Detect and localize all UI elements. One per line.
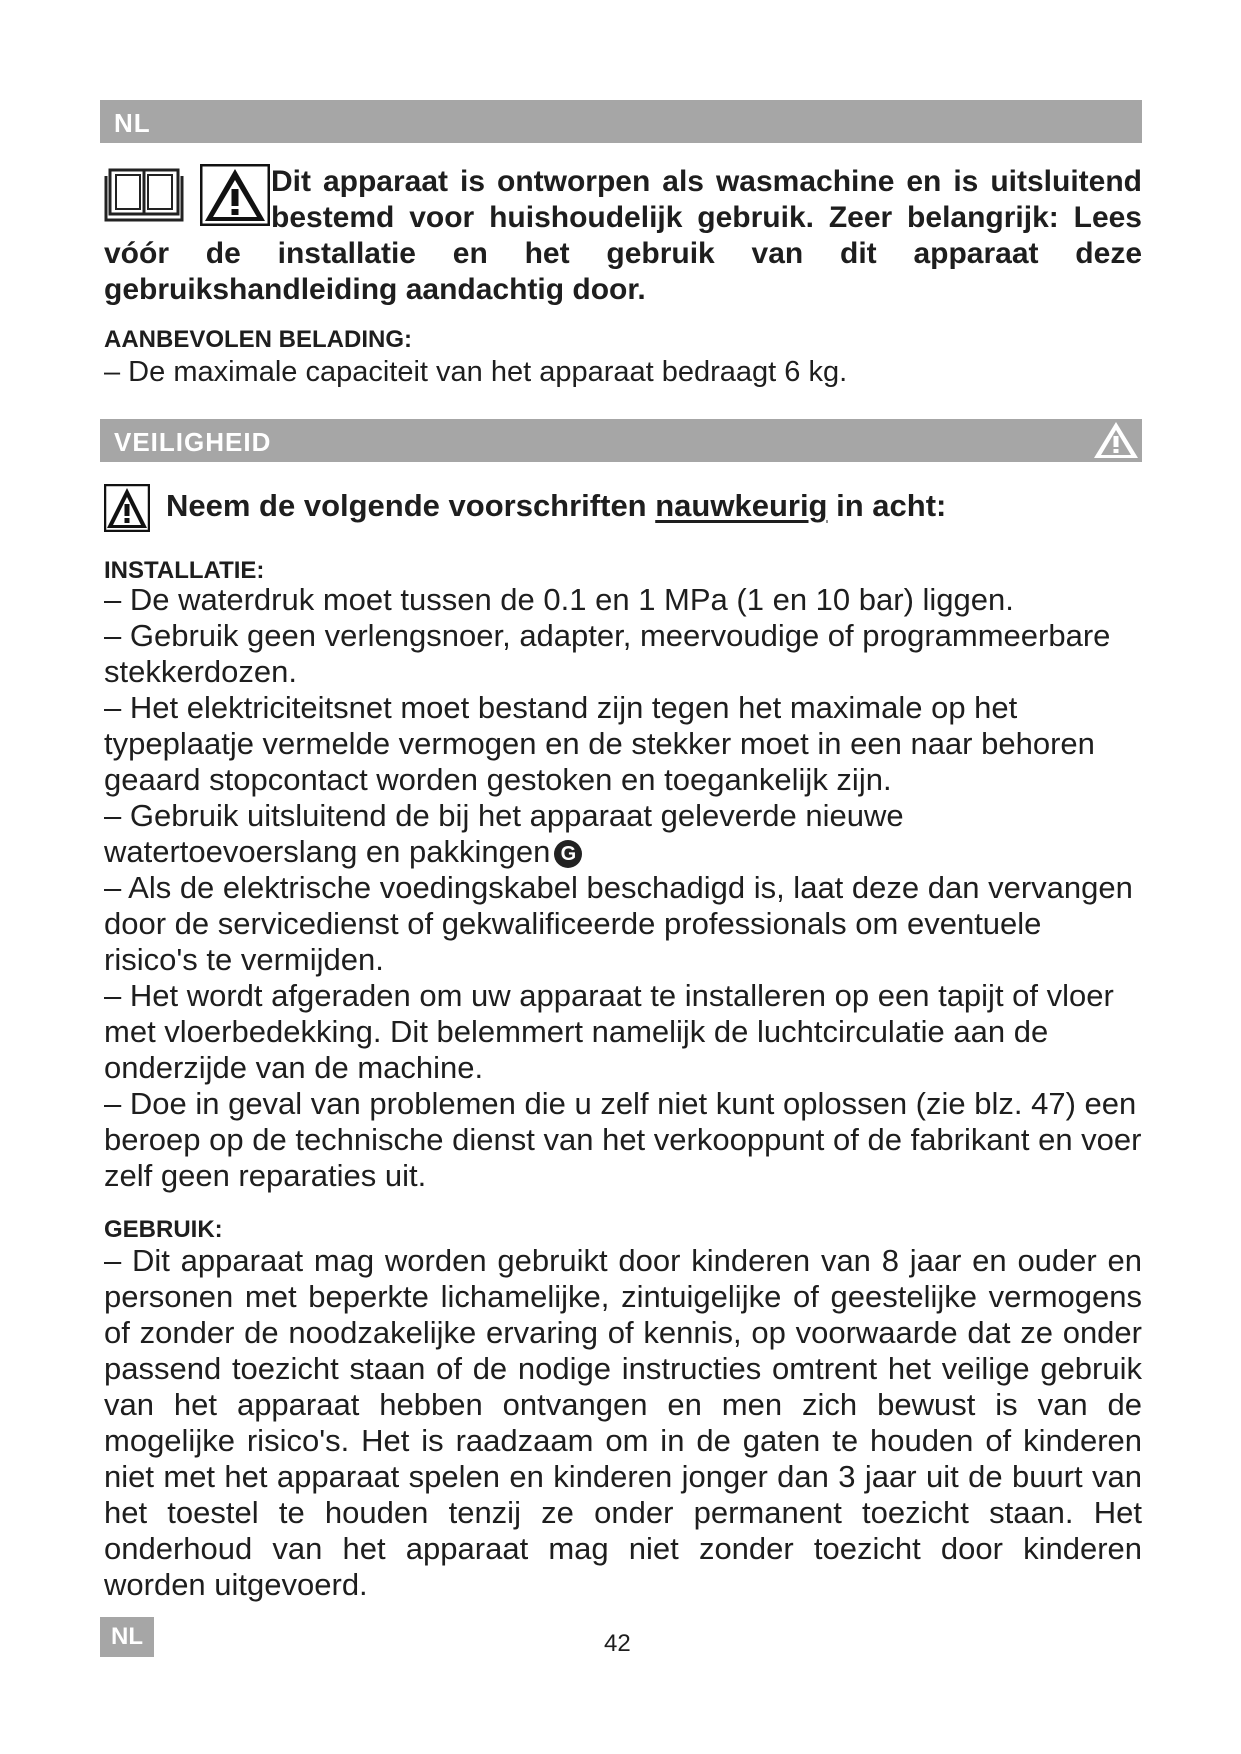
installation-list bbox=[104, 582, 1142, 1194]
footer-language-label: NL bbox=[100, 1617, 154, 1657]
warning-icon bbox=[104, 484, 150, 532]
installation-heading: INSTALLATIE: bbox=[104, 557, 265, 584]
language-header-bar bbox=[100, 100, 1142, 143]
safety-header-bar bbox=[100, 419, 1142, 462]
warning-icon bbox=[200, 164, 270, 226]
warning-icon bbox=[1092, 420, 1140, 460]
intro-icons bbox=[104, 164, 271, 230]
safety-intro-before: Neem de volgende voorschriften bbox=[166, 488, 656, 523]
use-heading: GEBRUIK: bbox=[104, 1216, 223, 1243]
safety-intro-text bbox=[166, 488, 946, 524]
list-item: – Gebruik geen verlengsnoer, adapter, meervoudige of programmeerbare stekkerdozen. bbox=[104, 618, 1111, 689]
recommended-load-text: – De maximale capaciteit van het apparaat bedraagt 6 kg. bbox=[104, 356, 848, 388]
recommended-load-heading: AANBEVOLEN BELADING: bbox=[104, 326, 413, 353]
use-text: – Dit apparaat mag worden gebruikt door kinderen van 8 jaar en ouder en personen met beperkte lichamelijke, zintuigelijke of geestelijke vermogens of zonder de noodzakelijke ervaring of kennis, op voorwaarde dat ze onder passend toezicht staan of de nodige instructies omtrent het veilige gebruik van het apparaat hebben ontvangen en men zich bewust is van de mogelijke risico's. Het is raadzaam om in de gaten te houden of kinderen niet met het apparaat spelen en kinderen jonger dan 3 jaar uit de buurt van het toestel te houden tenzij ze onder permanent toezicht staan. Het onderhoud van het apparaat mag niet zonder toezicht door kinderen worden uitgevoerd. bbox=[104, 1243, 1142, 1602]
safety-label: VEILIGHEID bbox=[114, 427, 272, 457]
list-item: – Als de elektrische voedingskabel beschadigd is, laat deze dan vervangen door de servicedienst of gekwalificeerde professionals om eventuele risico's te vermijden. bbox=[104, 870, 1133, 977]
list-item: – Doe in geval van problemen die u zelf niet kunt oplossen (zie blz. 47) een beroep op de technische dienst van het verkooppunt of de fabrikant en voer zelf geen reparaties uit. bbox=[104, 1086, 1142, 1193]
intro-block bbox=[104, 164, 1142, 308]
list-item bbox=[104, 798, 1142, 870]
intro-text: Dit apparaat is ontworpen als wasmachine en is uitsluitend bestemd voor huishoudelijk gebruik. Zeer belangrijk: Lees vóór de installatie en het gebruik van dit apparaat deze gebruikshandleiding aandachtig door. bbox=[104, 165, 1142, 306]
list-item: – Het elektriciteitsnet moet bestand zijn tegen het maximale op het typeplaatje vermelde vermogen en de stekker moet in een naar behoren geaard stopcontact worden gestoken en toegankelijk zijn. bbox=[104, 690, 1095, 797]
safety-intro-after: in acht: bbox=[827, 488, 947, 523]
figure-g-badge: G bbox=[554, 840, 582, 868]
safety-intro-underlined: nauwkeurig bbox=[655, 488, 828, 523]
page-number: 42 bbox=[604, 1630, 631, 1657]
language-label: NL bbox=[114, 108, 151, 138]
list-item: – Het wordt afgeraden om uw apparaat te installeren op een tapijt of vloer met vloerbedekking. Dit belemmert namelijk de luchtcirculatie aan de onderzijde van de machine. bbox=[104, 978, 1114, 1085]
book-icon bbox=[104, 166, 184, 222]
list-item: – De waterdruk moet tussen de 0.1 en 1 MPa (1 en 10 bar) liggen. bbox=[104, 582, 1014, 617]
list-item-text: – Gebruik uitsluitend de bij het apparaat geleverde nieuwe watertoevoerslang en pakkingen bbox=[104, 798, 904, 869]
